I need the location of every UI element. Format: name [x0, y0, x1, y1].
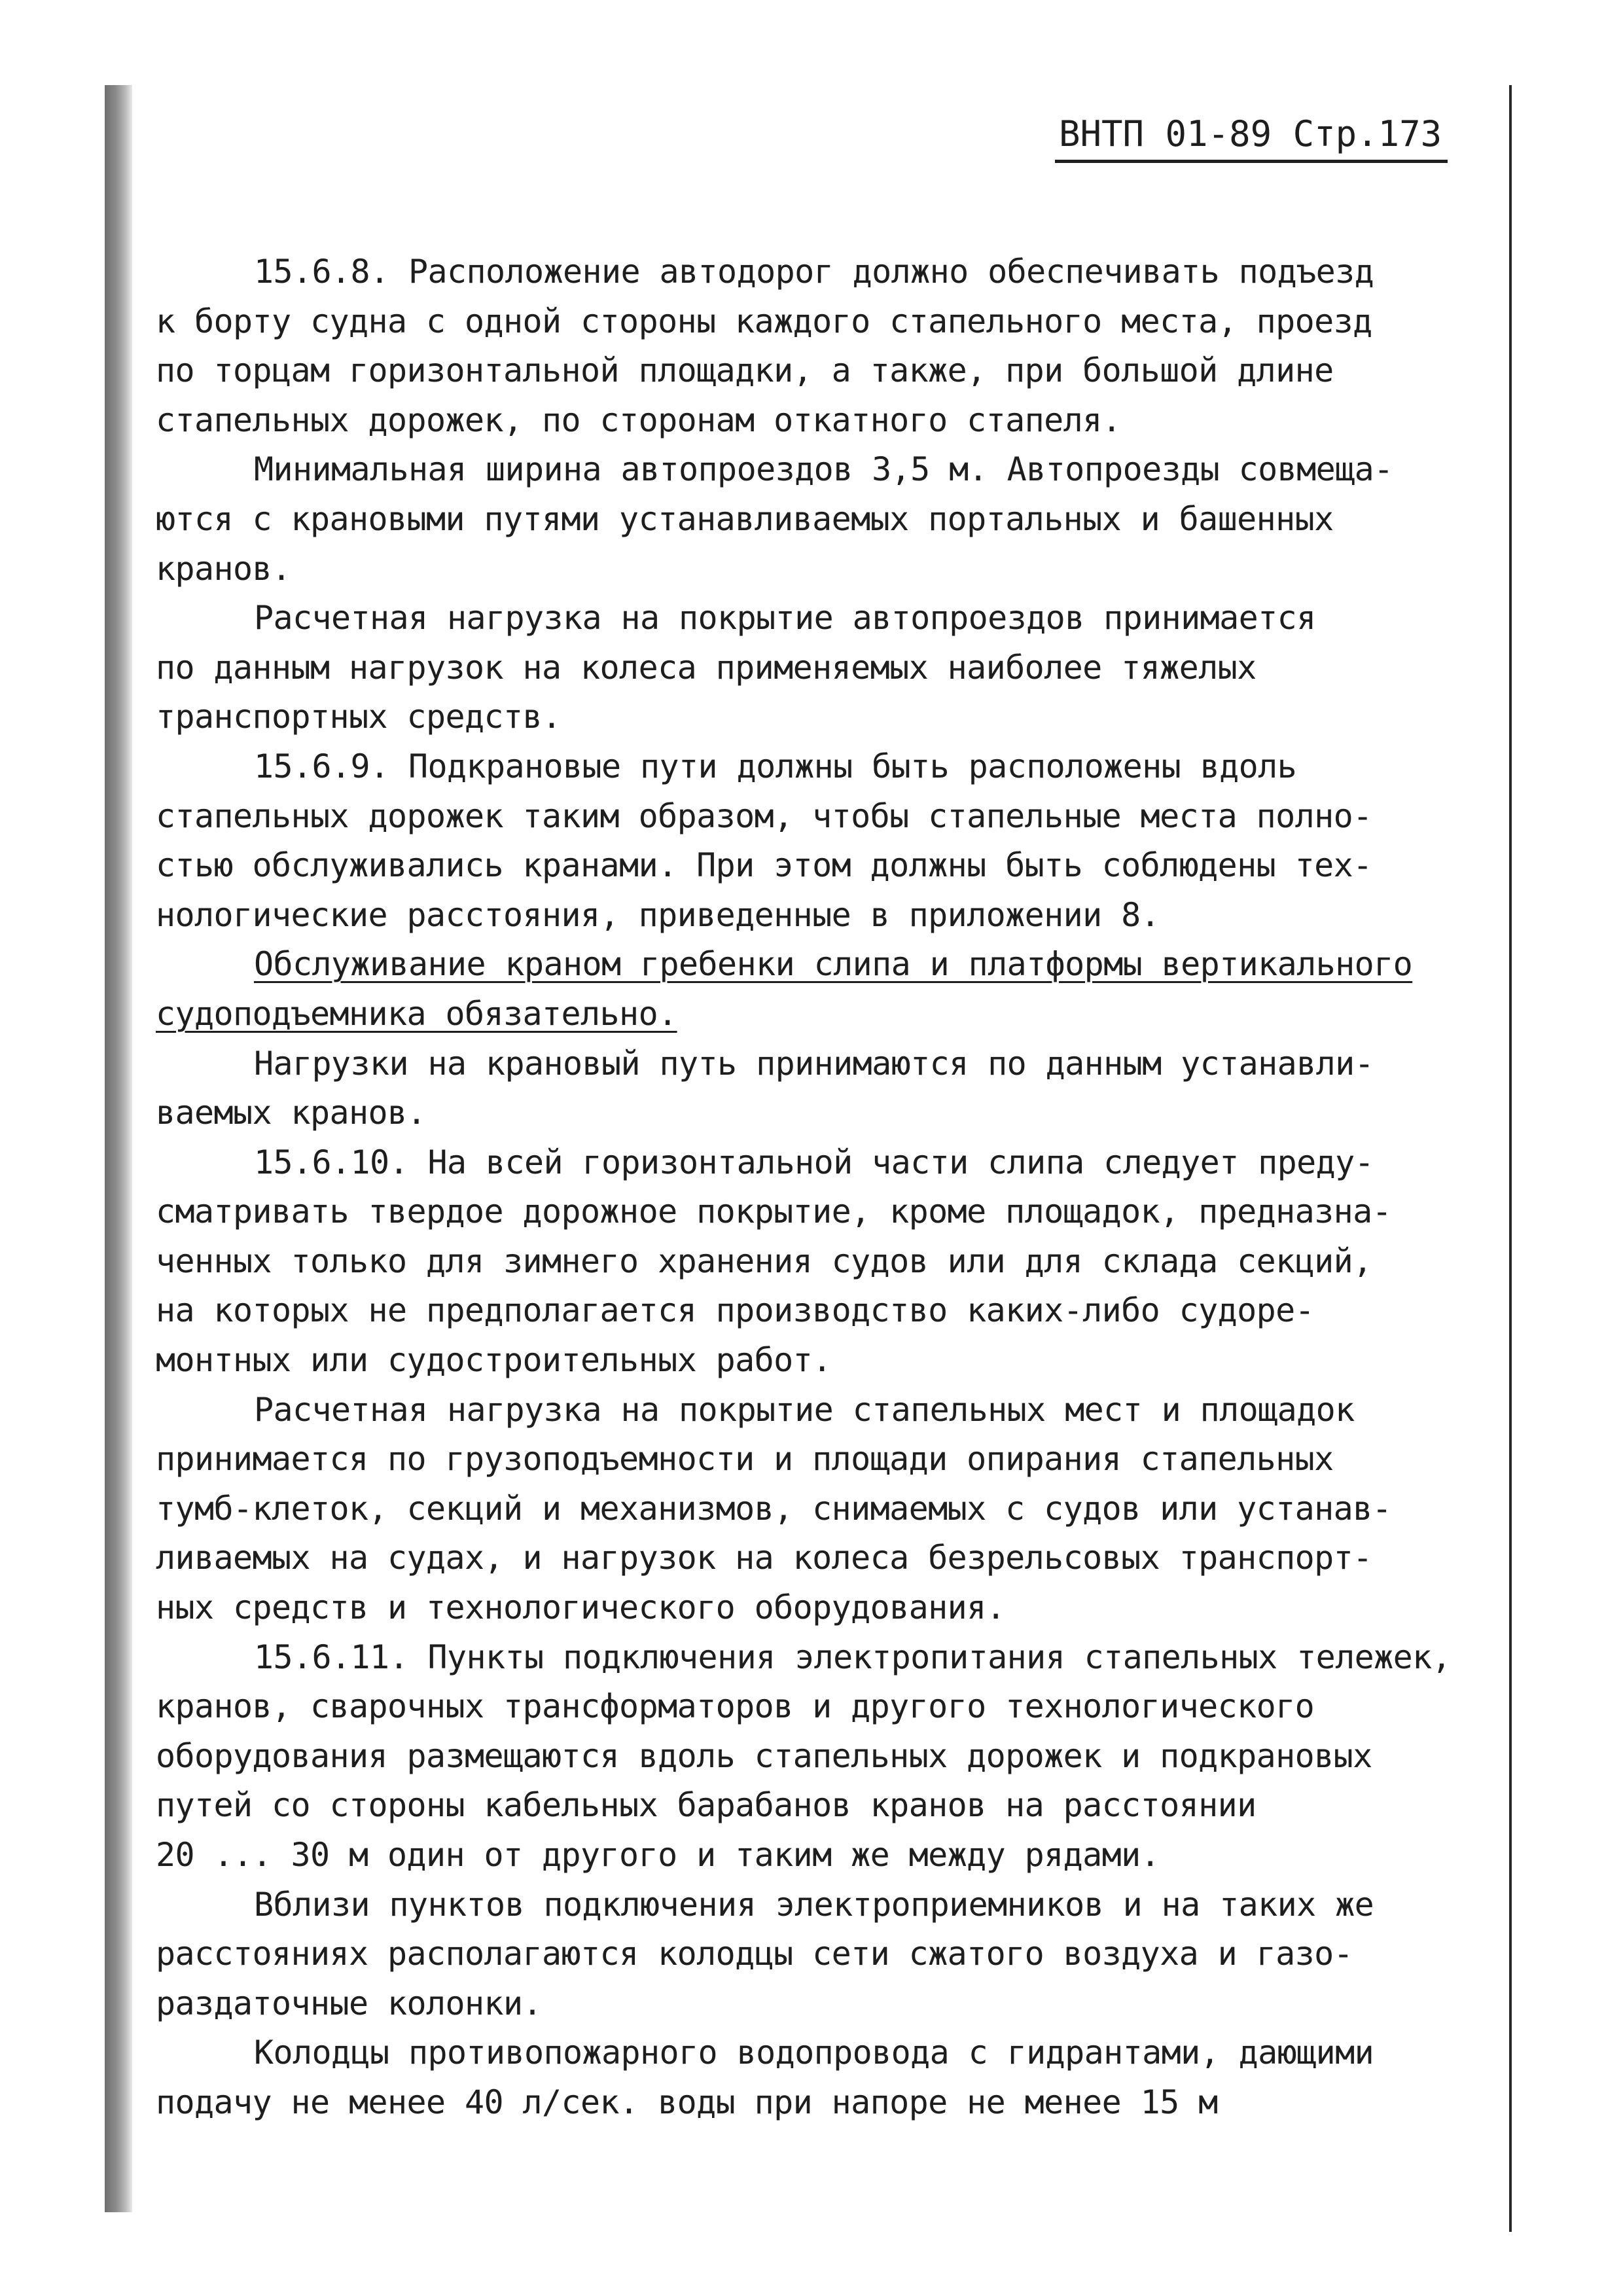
text-line: Нагрузки на крановый путь принимаются по данным устанавли-: [254, 1044, 1374, 1083]
text-line: ных средств и технологического оборудования.: [156, 1588, 1006, 1627]
text-line: Колодцы противопожарного водопровода с гидрантами, дающими: [254, 2034, 1374, 2072]
text-line: кранов, сварочных трансформаторов и другого технологического: [156, 1687, 1315, 1726]
text-line: Минимальная ширина автопроездов 3,5 м. Автопроезды совмеща-: [254, 450, 1393, 489]
text-line: подачу не менее 40 л/сек. воды при напоре не менее 15 м: [156, 2083, 1218, 2121]
document-body: [156, 247, 1504, 2128]
text-line: Расчетная нагрузка на покрытие автопроездов принимается: [254, 599, 1316, 637]
text-line: по данным нагрузок на колеса применяемых наиболее тяжелых: [156, 648, 1257, 687]
text-line: кранов.: [156, 549, 291, 588]
text-line: 15.6.8. Расположение автодорог должно обеспечивать подъезд: [254, 253, 1374, 291]
text-line: ются с крановыми путями устанавливаемых портальных и башенных: [156, 499, 1334, 538]
text-line: транспортных средств.: [156, 698, 562, 736]
text-line: принимается по грузоподъемности и площади опирания стапельных: [156, 1440, 1334, 1479]
text-line-underlined: [156, 940, 1504, 990]
text-line: 15.6.10. На всей горизонтальной части слипа следует преду-: [254, 1143, 1374, 1181]
text-line: нологические расстояния, приведенные в приложении 8.: [156, 895, 1160, 934]
text-line: тумб-клеток, секций и механизмов, снимаемых с судов или устанав-: [156, 1489, 1392, 1528]
header-underline: [1055, 160, 1448, 163]
text-line: по торцам горизонтальной площадки, а также, при большой длине: [156, 351, 1334, 390]
text-line-underlined: [156, 990, 1504, 1039]
text-line: Расчетная нагрузка на покрытие стапельных мест и площадок: [254, 1390, 1355, 1429]
text-line: ченных только для зимнего хранения судов или для склада секций,: [156, 1242, 1372, 1280]
text-line: стапельных дорожек, по сторонам откатного стапеля.: [156, 401, 1122, 439]
text-line: стапельных дорожек таким образом, чтобы стапельные места полно-: [156, 797, 1372, 835]
text-line: к борту судна с одной стороны каждого стапельного места, проезд: [156, 302, 1372, 340]
text-line: 20 ... 30 м один от другого и таким же между рядами.: [156, 1836, 1160, 1874]
text-line: монтных или судостроительных работ.: [156, 1341, 832, 1380]
text-line: стью обслуживались кранами. При этом должны быть соблюдены тех-: [156, 846, 1372, 885]
text-line: 15.6.11. Пункты подключения электропитания стапельных тележек,: [254, 1638, 1452, 1676]
text-line: оборудования размещаются вдоль стапельных дорожек и подкрановых: [156, 1736, 1372, 1775]
text-line: расстояниях располагаются колодцы сети сжатого воздуха и газо-: [156, 1935, 1353, 1973]
text-line: на которых не предполагается производство каких-либо судоре-: [156, 1291, 1315, 1330]
scan-border-right-edge: [1509, 85, 1512, 2232]
text-line: сматривать твердое дорожное покрытие, кроме площадок, предназна-: [156, 1193, 1392, 1231]
page-header-doc-ref: ВНТП 01-89 Стр.173: [1059, 113, 1442, 154]
underlined-text: судоподъемника обязательно.: [156, 994, 677, 1033]
text-line: ливаемых на судах, и нагрузок на колеса безрельсовых транспорт-: [156, 1539, 1372, 1577]
scan-shadow-left-edge: [105, 85, 132, 2212]
text-line: ваемых кранов.: [156, 1094, 427, 1132]
text-line: путей со стороны кабельных барабанов кранов на расстоянии: [156, 1786, 1257, 1825]
text-line: раздаточные колонки.: [156, 1984, 543, 2022]
text-line: Вблизи пунктов подключения электроприемников и на таких же: [254, 1885, 1374, 1924]
underlined-text: Обслуживание краном гребенки слипа и платформы вертикального: [254, 945, 1413, 984]
text-line: 15.6.9. Подкрановые пути должны быть расположены вдоль: [254, 747, 1297, 785]
